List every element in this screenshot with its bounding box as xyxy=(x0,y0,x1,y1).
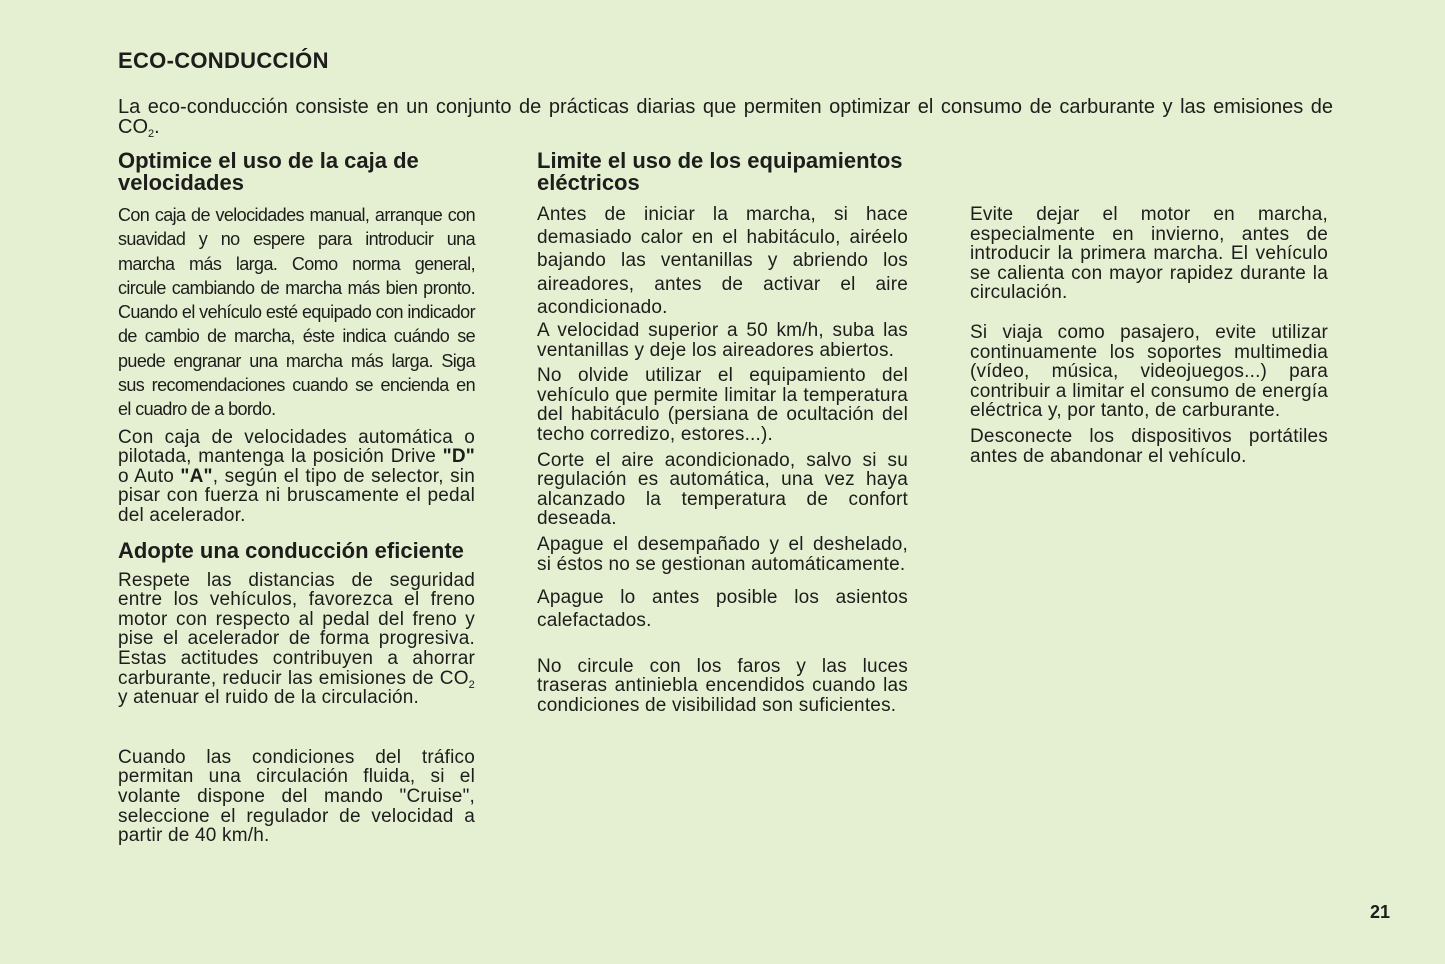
efficient-text: Respete las distancias de seguridad entre los vehículos, favorezca el freno motor con respecto al pedal del freno y pise el acelerador de forma progresiva. Estas actitudes contribuyen a ahorrar carburante, reducir las emisiones de CO xyxy=(118,569,475,689)
paragraph-demisting: Apague el desempañado y el deshelado, si éstos no se gestionan automáticamente. xyxy=(537,533,908,575)
efficient-text-end: y atenuar el ruido de la circulación. xyxy=(118,687,420,709)
paragraph-multimedia: Si viaja como pasajero, evite utilizar continuamente los soportes multimedia (vídeo, música, videojuegos...) para contribuir a limitar el consumo de energía eléctrica y, por tanto, de carburante. xyxy=(970,321,1328,422)
drive-position-label: "D" xyxy=(442,446,475,468)
heading-efficient-driving: Adopte una conducción eficiente xyxy=(118,537,464,563)
intro-end: . xyxy=(154,116,160,138)
auto-text-2: o Auto xyxy=(118,465,181,487)
auto-text-1: Con caja de velocidades automática o pilotada, mantenga la posición Drive xyxy=(118,426,475,468)
manual-gearbox-paragraph: Con caja de velocidades manual, arranque con suavidad y no espere para introducir una marcha más larga. Como norma general, circule cambiando de marcha más bien pronto. Cuando el vehículo esté equipado con indicador de cambio de marcha, éste indica cuándo se puede engranar una marcha más larga. Siga sus recomendaciones cuando se encienda en el cuadro de a bordo. xyxy=(118,205,475,420)
intro-paragraph xyxy=(118,96,1333,140)
auto-text-3: , según el tipo de selector, sin pisar con fuerza ni bruscamente el pedal del acelerador. xyxy=(118,465,475,527)
page-title: ECO-CONDUCCIÓN xyxy=(118,48,329,73)
column-gearbox xyxy=(118,150,475,852)
heading-electrical-equipment: Limite el uso de los equipamientos eléctricos xyxy=(537,148,903,195)
efficient-driving-paragraph xyxy=(118,571,475,708)
column-additional-tips xyxy=(970,205,1328,472)
paragraph-speed-windows: A velocidad superior a 50 km/h, suba las ventanillas y deje los aireadores abiertos. xyxy=(537,320,908,361)
paragraph-air-conditioning: Corte el aire acondicionado, salvo si su regulación es automática, una vez haya alcanzado la temperatura de confort deseada. xyxy=(537,449,908,530)
paragraph-sun-blinds: No olvide utilizar el equipamiento del vehículo que permite limitar la temperatura del habitáculo (persiana de ocultación del techo corredizo, estores...). xyxy=(537,365,908,445)
paragraph-ventilation: Antes de iniciar la marcha, si hace demasiado calor en el habitáculo, airéelo bajando las ventanillas y abriendo los aireadores, antes de activar el aire acondicionado. xyxy=(537,204,908,318)
heading-gearbox: Optimice el uso de la caja de velocidades xyxy=(118,148,419,195)
co2-subscript: 2 xyxy=(148,128,155,140)
paragraph-fog-lights: No circule con los faros y las luces traseras antiniebla encendidos cuando las condiciones de visibilidad son suficientes. xyxy=(537,655,908,716)
automatic-gearbox-paragraph xyxy=(118,428,475,526)
paragraph-engine-idle: Evite dejar el motor en marcha, especialmente en invierno, antes de introducir la primera marcha. El vehículo se calienta con mayor rapidez durante la circulación. xyxy=(970,204,1328,304)
intro-text: La eco-conducción consiste en un conjunto de prácticas diarias que permiten optimizar el consumo de carburante y las emisiones de CO xyxy=(118,96,1333,138)
co2-subscript: 2 xyxy=(468,678,475,691)
paragraph-heated-seats: Apague lo antes posible los asientos calefactados. xyxy=(537,587,908,632)
paragraph-portable-devices: Desconecte los dispositivos portátiles antes de abandonar el vehículo. xyxy=(970,425,1328,467)
page-number: 21 xyxy=(1370,902,1391,922)
cruise-control-paragraph: Cuando las condiciones del tráfico permitan una circulación fluida, si el volante dispone del mando "Cruise", seleccione el regulador de velocidad a partir de 40 km/h. xyxy=(118,746,475,847)
column-electrical-equipment xyxy=(537,150,908,721)
auto-position-label: "A" xyxy=(180,465,213,487)
